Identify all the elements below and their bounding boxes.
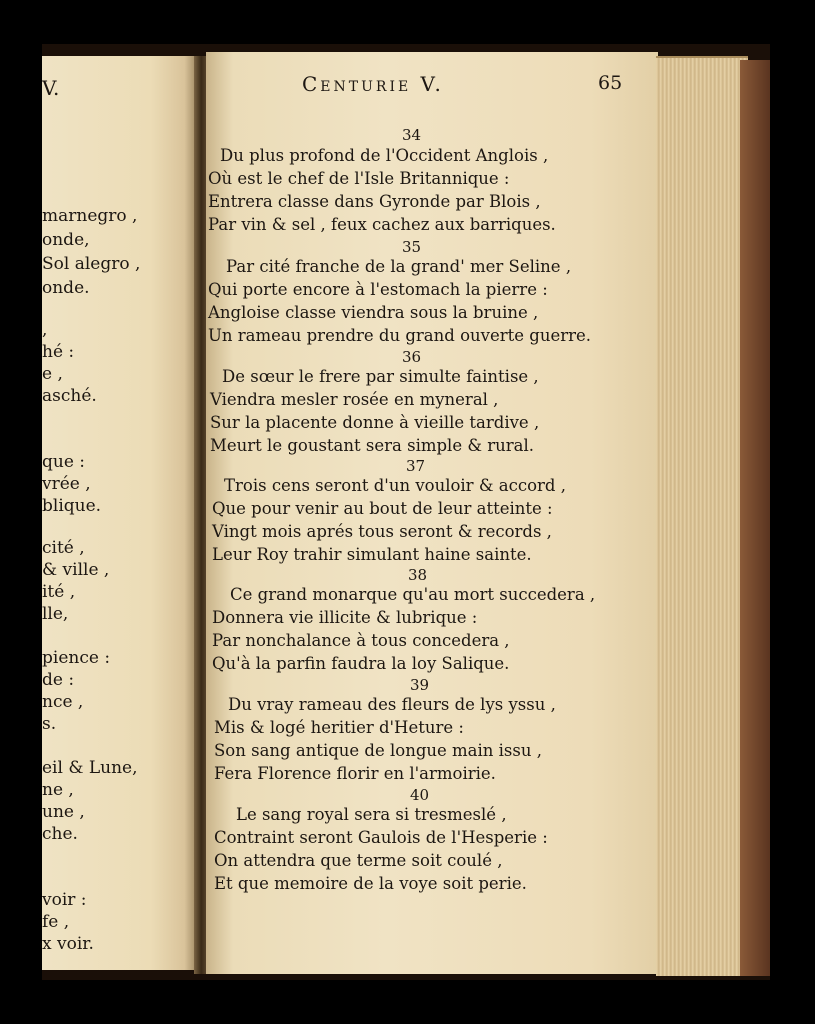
left-line: , xyxy=(42,320,48,340)
verse-line: Qu'à la parfin faudra la loy Salique. xyxy=(212,654,510,673)
verse-line: Vingt mois aprés tous seront & records , xyxy=(212,522,552,541)
left-line: cité , xyxy=(42,538,85,558)
verse-line: Fera Florence florir en l'armoirie. xyxy=(214,764,496,783)
verse-line: Un rameau prendre du grand ouverte guerre. xyxy=(208,326,591,345)
verse-line: Et que memoire de la voye soit perie. xyxy=(214,874,527,893)
verse-line: Mis & logé heritier d'Heture : xyxy=(214,718,464,737)
left-line: que : xyxy=(42,452,86,472)
left-line: ité , xyxy=(42,582,76,602)
quatrain-number: 38 xyxy=(408,566,428,584)
left-line: s. xyxy=(42,714,57,734)
verse-line: Ce grand monarque qu'au mort succedera , xyxy=(230,585,596,604)
running-head: Centurie V. xyxy=(302,72,444,96)
left-line: marnegro , xyxy=(42,206,138,226)
verse-line: Où est le chef de l'Isle Britannique : xyxy=(208,169,510,188)
verse-line: Par nonchalance à tous concedera , xyxy=(212,631,510,650)
verse-line: Contraint seront Gaulois de l'Hesperie : xyxy=(214,828,548,847)
quatrain-number: 39 xyxy=(410,676,430,694)
left-page xyxy=(42,56,197,970)
left-line: pience : xyxy=(42,648,111,668)
left-line: vrée , xyxy=(42,474,91,494)
left-line: lle, xyxy=(42,604,69,624)
left-line: asché. xyxy=(42,386,97,406)
page-number: 65 xyxy=(598,72,623,94)
left-line: fe , xyxy=(42,912,70,932)
left-line: che. xyxy=(42,824,78,844)
verse-line: Par vin & sel , feux cachez aux barriques. xyxy=(208,215,556,234)
left-line: onde, xyxy=(42,230,90,250)
verse-line: De sœur le frere par simulte faintise , xyxy=(222,367,539,386)
left-line: e , xyxy=(42,364,63,384)
left-line: Sol alegro , xyxy=(42,254,141,274)
verse-line: Donnera vie illicite & lubrique : xyxy=(212,608,478,627)
verse-line: Trois cens seront d'un vouloir & accord , xyxy=(224,476,566,495)
verse-line: Sur la placente donne à vieille tardive , xyxy=(210,413,540,432)
verse-line: Viendra mesler rosée en myneral , xyxy=(210,390,499,409)
left-running-head: V. xyxy=(42,76,60,100)
left-line: voir : xyxy=(42,890,87,910)
quatrain-number: 36 xyxy=(402,348,422,366)
book-cover-edge xyxy=(740,60,770,976)
verse-line: Du vray rameau des fleurs de lys yssu , xyxy=(228,695,556,714)
left-line: de : xyxy=(42,670,75,690)
left-line: blique. xyxy=(42,496,102,516)
verse-line: Angloise classe viendra sous la bruine , xyxy=(208,303,539,322)
right-page xyxy=(206,52,658,974)
left-line: nce , xyxy=(42,692,84,712)
left-line: ne , xyxy=(42,780,74,800)
left-line: eil & Lune, xyxy=(42,758,138,778)
verse-line: Du plus profond de l'Occident Anglois , xyxy=(220,146,549,165)
verse-line: Qui porte encore à l'estomach la pierre : xyxy=(208,280,548,299)
verse-line: Que pour venir au bout de leur atteinte : xyxy=(212,499,553,518)
left-line: onde. xyxy=(42,278,90,298)
verse-line: Meurt le goustant sera simple & rural. xyxy=(210,436,535,455)
verse-line: On attendra que terme soit coulé , xyxy=(214,851,503,870)
verse-line: Leur Roy trahir simulant haine sainte. xyxy=(212,545,532,564)
left-line: une , xyxy=(42,802,85,822)
quatrain-number: 40 xyxy=(410,786,430,804)
quatrain-number: 35 xyxy=(402,238,422,256)
left-line: x voir. xyxy=(42,934,94,954)
verse-line: Entrera classe dans Gyronde par Blois , xyxy=(208,192,541,211)
verse-line: Son sang antique de longue main issu , xyxy=(214,741,542,760)
page-edges xyxy=(656,56,748,976)
left-line: & ville , xyxy=(42,560,110,580)
quatrain-number: 34 xyxy=(402,126,422,144)
quatrain-number: 37 xyxy=(406,457,426,475)
left-line: hé : xyxy=(42,342,75,362)
verse-line: Le sang royal sera si tresmeslé , xyxy=(236,805,507,824)
verse-line: Par cité franche de la grand' mer Seline , xyxy=(226,257,572,276)
